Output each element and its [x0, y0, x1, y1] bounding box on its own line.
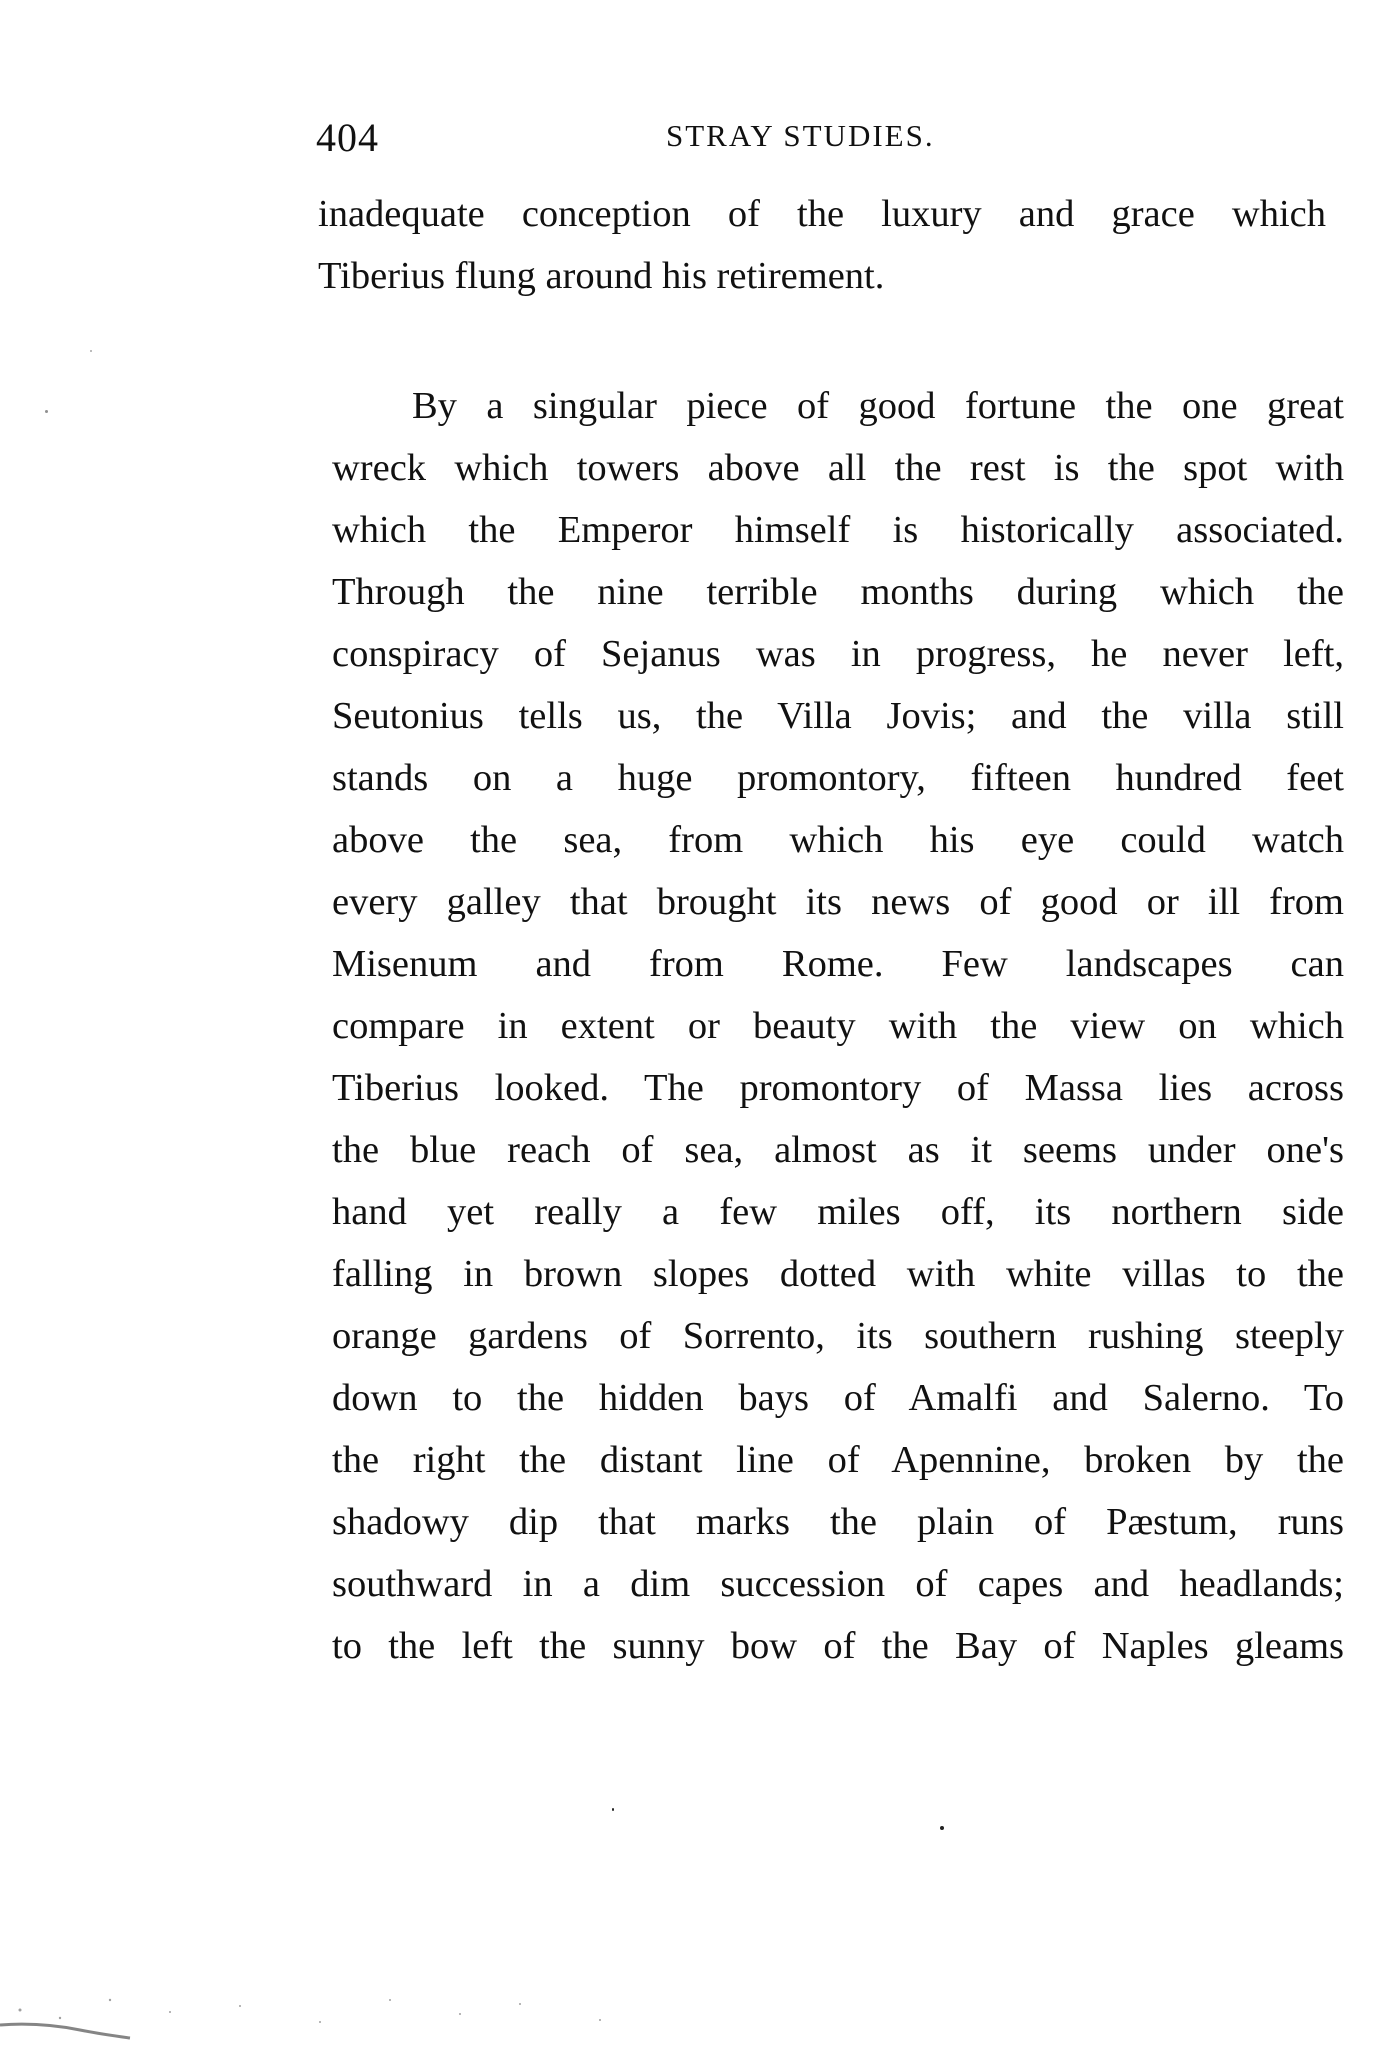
- paper-speck: [45, 410, 48, 413]
- text-line: Tiberius looked. The promontory of Massa lies across: [332, 1067, 1344, 1109]
- text-line: to the left the sunny bow of the Bay of Naples gleams: [332, 1625, 1344, 1667]
- text-line: By a singular piece of good fortune the one great: [412, 385, 1344, 427]
- text-line: the blue reach of sea, almost as it seems under one's: [332, 1129, 1344, 1171]
- text-line: southward in a dim succession of capes and headlands;: [332, 1563, 1344, 1605]
- text-line: stands on a huge promontory, fifteen hundred feet: [332, 757, 1344, 799]
- paper-speck: [612, 1808, 614, 1811]
- paper-speck: [90, 350, 92, 352]
- text-line: Misenum and from Rome. Few landscapes can: [332, 943, 1344, 985]
- text-line: hand yet really a few miles off, its northern side: [332, 1191, 1344, 1233]
- text-line: above the sea, from which his eye could watch: [332, 819, 1344, 861]
- paragraph-villa-jovis: [332, 375, 1344, 1677]
- page-header: [316, 114, 1326, 166]
- page-number: 404: [316, 115, 379, 160]
- text-line: which the Emperor himself is historically associated.: [332, 509, 1344, 551]
- text-line: Tiberius flung around his retirement.: [318, 255, 885, 297]
- text-line: conspiracy of Sejanus was in progress, he never left,: [332, 633, 1344, 675]
- text-line: Seutonius tells us, the Villa Jovis; and the villa still: [332, 695, 1344, 737]
- text-line: compare in extent or beauty with the view on which: [332, 1005, 1344, 1047]
- text-line: falling in brown slopes dotted with white villas to the: [332, 1253, 1344, 1295]
- text-line: the right the distant line of Apennine, broken by the: [332, 1439, 1344, 1481]
- paper-speck: [940, 1826, 944, 1830]
- text-line: shadowy dip that marks the plain of Pæstum, runs: [332, 1501, 1344, 1543]
- text-line: orange gardens of Sorrento, its southern rushing steeply: [332, 1315, 1344, 1357]
- text-line: down to the hidden bays of Amalfi and Salerno. To: [332, 1377, 1344, 1419]
- text-line: inadequate conception of the luxury and grace which: [318, 193, 1326, 235]
- paragraph-continued: [318, 183, 1326, 307]
- text-line: Through the nine terrible months during which the: [332, 571, 1344, 613]
- text-line: every galley that brought its news of good or ill from: [332, 881, 1344, 923]
- page-edge-noise: [0, 1930, 700, 2050]
- text-line: wreck which towers above all the rest is the spot with: [332, 447, 1344, 489]
- running-head: STRAY STUDIES.: [666, 118, 935, 153]
